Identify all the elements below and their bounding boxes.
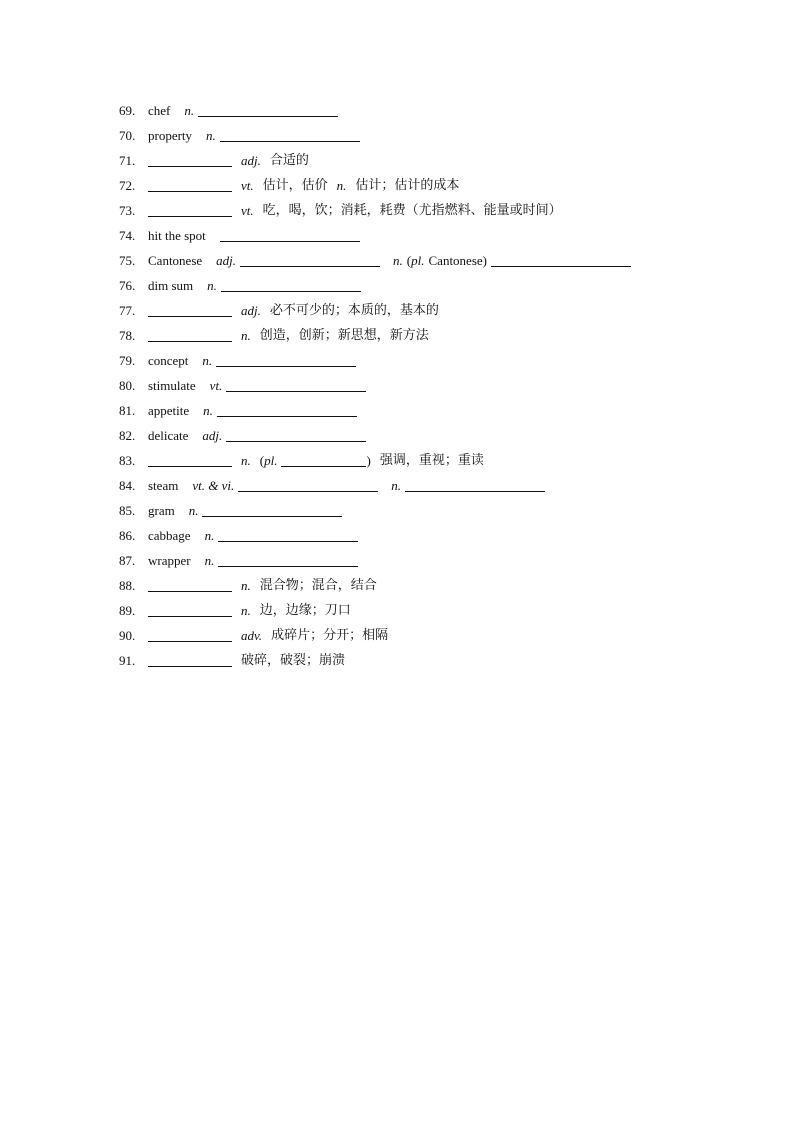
vocab-item [119,523,779,548]
item-number: 77. [119,303,136,318]
part-of-speech: n. [204,553,215,568]
vocab-item [119,648,779,673]
item-number: 91. [119,653,136,668]
plural-label: pl. [411,253,425,268]
part-of-speech: n. [204,528,215,543]
vocab-item [119,473,779,498]
item-number: 85. [119,503,136,518]
vocab-item [119,298,779,323]
item-number: 72. [119,178,136,193]
part-of-speech: n. [241,328,251,343]
item-number: 89. [119,603,136,618]
item-number: 90. [119,628,136,643]
vocab-item [119,323,779,348]
item-number: 86. [119,528,136,543]
answer-blank[interactable] [198,104,338,117]
part-of-speech: adj. [241,153,261,168]
part-of-speech: n. [207,278,217,293]
vocab-item [119,248,779,273]
chinese-meaning: 估计，估价 [262,178,328,193]
answer-blank[interactable] [218,554,358,567]
vocab-item [119,598,779,623]
part-of-speech: n. [241,603,251,618]
chinese-meaning: 合适的 [269,153,309,168]
chinese-meaning: 破碎，破裂；崩溃 [241,653,346,668]
english-word: Cantonese [148,253,203,268]
answer-blank[interactable] [218,529,358,542]
english-word: gram [148,503,175,518]
vocab-item [119,123,779,148]
part-of-speech: adj. [202,428,223,443]
chinese-meaning: 混合物；混合，结合 [259,578,377,593]
chinese-meaning: 强调，重视；重读 [379,453,484,468]
part-of-speech: n. [203,403,213,418]
vocab-item [119,273,779,298]
chinese-meaning: 创造，创新；新思想，新方法 [259,328,429,343]
vocab-item [119,348,779,373]
english-word: cabbage [148,528,191,543]
part-of-speech: adj. [241,303,261,318]
item-number: 88. [119,578,136,593]
answer-blank[interactable] [148,629,232,642]
chinese-meaning: 吃，喝，饮；消耗，耗费（尤指燃料、能量或时间） [262,203,562,218]
part-of-speech-2: n. [336,178,347,193]
answer-blank-2[interactable] [405,479,545,492]
item-number: 69. [119,103,136,118]
vocab-item [119,498,779,523]
english-word: delicate [148,428,189,443]
item-number: 80. [119,378,136,393]
vocab-item [119,98,779,123]
part-of-speech: n. [241,578,251,593]
part-of-speech: n. [241,453,251,468]
answer-blank[interactable] [220,229,360,242]
item-number: 81. [119,403,136,418]
part-of-speech: vt. [241,203,254,218]
answer-blank[interactable] [202,504,342,517]
answer-blank[interactable] [226,379,366,392]
answer-blank[interactable] [217,404,357,417]
vocab-item [119,448,779,473]
answer-blank[interactable] [240,254,380,267]
english-word: hit the spot [148,228,206,243]
vocab-item [119,548,779,573]
chinese-meaning-2: 估计；估计的成本 [355,178,460,193]
english-word: chef [148,103,171,118]
answer-blank[interactable] [148,454,232,467]
answer-blank[interactable] [220,129,360,142]
vocab-item [119,623,779,648]
item-number: 78. [119,328,136,343]
item-number: 79. [119,353,136,368]
vocab-item [119,398,779,423]
english-word: dim sum [148,278,194,293]
answer-blank[interactable] [148,204,232,217]
answer-blank[interactable] [148,579,232,592]
item-number: 84. [119,478,136,493]
part-of-speech: adj. [216,253,237,268]
english-word: steam [148,478,179,493]
vocab-item [119,223,779,248]
vocab-item [119,173,779,198]
part-of-speech: n. [202,353,213,368]
plural-open: ( [259,453,265,468]
part-of-speech: adv. [241,628,263,643]
answer-blank[interactable] [148,329,232,342]
vocabulary-list [119,98,779,673]
answer-blank[interactable] [148,179,232,192]
plural-blank[interactable] [281,454,366,467]
item-number: 70. [119,128,136,143]
plural-form: Cantonese) [428,253,487,268]
english-word: concept [148,353,189,368]
answer-blank[interactable] [148,604,232,617]
part-of-speech-2: n. [393,253,403,268]
answer-blank[interactable] [216,354,356,367]
vocab-item [119,573,779,598]
part-of-speech: vt. [241,178,254,193]
part-of-speech: n. [206,128,216,143]
vocab-item [119,373,779,398]
chinese-meaning: 成碎片；分开；相隔 [271,628,389,643]
item-number: 76. [119,278,136,293]
vocab-item [119,423,779,448]
plural-label: pl. [264,453,278,468]
item-number: 71. [119,153,136,168]
plural-open: ( [406,253,412,268]
item-number: 82. [119,428,136,443]
item-number: 83. [119,453,136,468]
english-word: property [148,128,193,143]
answer-blank[interactable] [148,154,232,167]
part-of-speech: n. [184,103,195,118]
answer-blank-2[interactable] [491,254,631,267]
part-of-speech: n. [188,503,199,518]
chinese-meaning: 必不可少的；本质的，基本的 [269,303,439,318]
answer-blank[interactable] [238,479,378,492]
answer-blank[interactable] [221,279,361,292]
item-number: 75. [119,253,136,268]
vocab-item [119,148,779,173]
item-number: 87. [119,553,136,568]
part-of-speech: vt. & vi. [192,478,235,493]
part-of-speech-2: n. [391,478,401,493]
answer-blank[interactable] [226,429,366,442]
plural-close: ) [366,453,371,468]
answer-blank[interactable] [148,654,232,667]
answer-blank[interactable] [148,304,232,317]
item-number: 74. [119,228,136,243]
vocab-item [119,198,779,223]
part-of-speech: vt. [209,378,223,393]
english-word: stimulate [148,378,196,393]
english-word: wrapper [148,553,191,568]
english-word: appetite [148,403,190,418]
chinese-meaning: 边，边缘；刀口 [259,603,351,618]
item-number: 73. [119,203,136,218]
